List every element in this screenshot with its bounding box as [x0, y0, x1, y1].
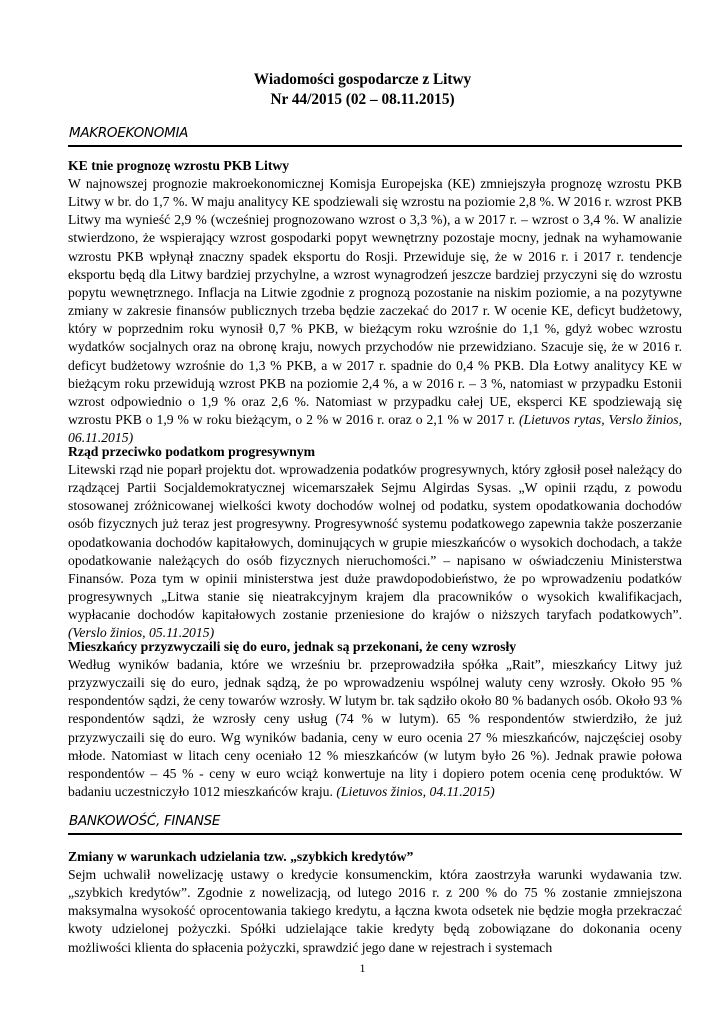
article-body	[68, 656, 682, 801]
article-euro-prices	[68, 638, 682, 801]
article-body	[68, 175, 682, 447]
page-number: 1	[359, 961, 366, 975]
article-headline: Rząd przeciwko podatkom progresywnym	[68, 444, 316, 459]
article-body	[68, 461, 682, 643]
section-heading-makroekonomia	[68, 124, 682, 147]
article-text: Sejm uchwalił nowelizację ustawy o kredycie konsumenckim, która zaostrzyła warunki wydawania tzw. „szybkich kredytów”. Zgodnie z nowelizacją, od lutego 2016 r. z 200 % do 75 % zostanie zmniejszona maksymalna wysokość oprocentowania takiego kredytu, a łączna kwota odsetek nie będzie mogła przekraczać kwoty udzielonej pożyczki. Spółki udzielające takie kredyty będą zobowiązane do dokonania oceny możliwości klienta do spłacenia pożyczki, sprawdzić jego dane w rejestrach i systemach	[68, 867, 682, 955]
article-text: W najnowszej prognozie makroekonomicznej Komisja Europejska (KE) zmniejszyła prognozę wzrostu PKB Litwy w br. do 1,7 %. W maju analitycy KE spodziewali się wzrostu na poziomie 2,8 %. W 2016 r. wzrost PKB Litwy ma wynieść 2,9 % (wcześniej prognozowano wzrost o 3,3 %), a w 2017 r. – wzrost o 3,4 %. W analizie stwierdzono, że wspierający wzrost gospodarki popyt wewnętrzny pozostaje mocny, jednak na wyhamowanie wzrostu PKB wpłynął znaczny spadek eksportu do Rosji. Przewiduje się, że w 2016 r. i 2017 r. tendencje eksportu będą dla Litwy bardziej przychylne, a wzrost wynagrodzeń jeszcze bardziej przyczyni się do wzrostu popytu wewnętrznego. Inflacja na Litwie zgodnie z prognozą pozostanie na niskim poziomie, a na pozytywne zmiany w zakresie finansów publicznych trzeba będzie zaczekać do 2017 r. W ocenie KE, deficyt budżetowy, który w poprzednim roku wynosił 0,7 % PKB, w bieżącym roku wzrośnie do 1,1 %, gdyż wobec wzrostu wydatków socjalnych oraz na obronę kraju, nowych przychodów nie przewidziano. Szacuje się, że w 2016 r. deficyt budżetowy wzrośnie do 1,3 % PKB, a w 2017 r. spadnie do 0,4 % PKB. Dla Łotwy analitycy KE w bieżącym roku przewidują wzrost PKB na poziomie 2,4 %, a w 2016 r. – 3 %, natomiast w przypadku Estonii wzrost odpowiednio o 1,9 % oraz 2,6 %. Natomiast w przypadku całej UE, eksperci KE spodziewają się wzrostu PKB o 1,9 % w roku bieżącym, o 2 % w 2016 r. oraz o 2,1 % w 2017 r.	[68, 176, 682, 428]
article-body	[68, 866, 682, 957]
article-pkb-forecast	[68, 157, 682, 447]
section-divider	[68, 833, 682, 835]
article-progressive-tax	[68, 443, 682, 643]
section-heading-text: BANKOWOŚĆ, FINANSE	[69, 813, 221, 829]
article-text: Litewski rząd nie poparł projektu dot. wprowadzenia podatków progresywnych, który zgłosił poseł należący do rządzącej Partii Socjaldemokratycznej wicemarszałek Sejmu Algirdas Sysas. „W opinii rządu, z powodu stosowanej zróżnicowanej wielkości kwoty dochodów wolnej od podatku, system opodatkowania dochodów osób fizycznych już teraz jest progresywny. Progresywność systemu podatkowego zapewnia także poszerzanie opodatkowania dochodów kapitałowych, dominujących w grupie mieszkańców o wysokich dochodach, a także opodatkowanie należących do osób fizycznych nieruchomości.” – napisano w oświadczeniu Ministerstwa Finansów. Poza tym w opinii ministerstwa jest duże prawdopodobieństwo, że po wprowadzeniu podatków progresywnych „Litwa stanie się nieatrakcyjnym krajem dla pracowników o wysokich kwalifikacjach, wypłacanie dochodów kapitałowych zostanie przeniesione do krajów o niższych taryfach podatkowych”.	[68, 462, 682, 623]
article-quick-loans	[68, 848, 682, 957]
document-title	[0, 70, 725, 110]
article-source: (Verslo žinios, 05.11.2015)	[68, 625, 215, 641]
article-source: (Lietuvos žinios, 04.11.2015)	[336, 784, 495, 800]
section-divider	[68, 145, 682, 147]
article-headline: Mieszkańcy przyzwyczaili się do euro, jednak są przekonani, że ceny wzrosły	[68, 639, 517, 654]
article-source: (Lietuvos rytas, Verslo žinios, 06.11.2015)	[68, 412, 683, 446]
section-heading-text: MAKROEKONOMIA	[69, 125, 189, 141]
section-heading-bankowosc	[68, 812, 682, 835]
article-headline: Zmiany w warunkach udzielania tzw. „szybkich kredytów”	[68, 849, 414, 864]
title-line-1: Wiadomości gospodarcze z Litwy	[253, 71, 472, 88]
title-line-2: Nr 44/2015 (02 – 08.11.2015)	[270, 91, 455, 108]
article-text: Według wyników badania, które we wrześniu br. przeprowadziła spółka „Rait”, mieszkańcy Litwy już przyzwyczaili się do euro, jednak sądzą, że po wprowadzeniu wspólnej waluty ceny wzrosły. Około 95 % respondentów sądzi, że ceny towarów wzrosły. W lutym br. tak sądziło około 80 % badanych osób. Około 93 % respondentów sądzi, że wzrosły ceny usług (74 % w lutym). 65 % respondentów stwierdziło, że już przyzwyczaili się do euro. Wg wyników badania, ceny w euro ocenia 27 % mieszkańców, najczęściej osoby młode. Natomiast w litach ceny oceniało 12 % mieszkańców (w lutym było 26 %). Jednak prawie połowa respondentów – 45 % - ceny w euro wciąż konwertuje na lity i dopiero potem ocenia cenę produktów. W badaniu uczestniczyło 1012 mieszkańców kraju.	[68, 657, 682, 800]
article-headline: KE tnie prognozę wzrostu PKB Litwy	[68, 158, 290, 173]
